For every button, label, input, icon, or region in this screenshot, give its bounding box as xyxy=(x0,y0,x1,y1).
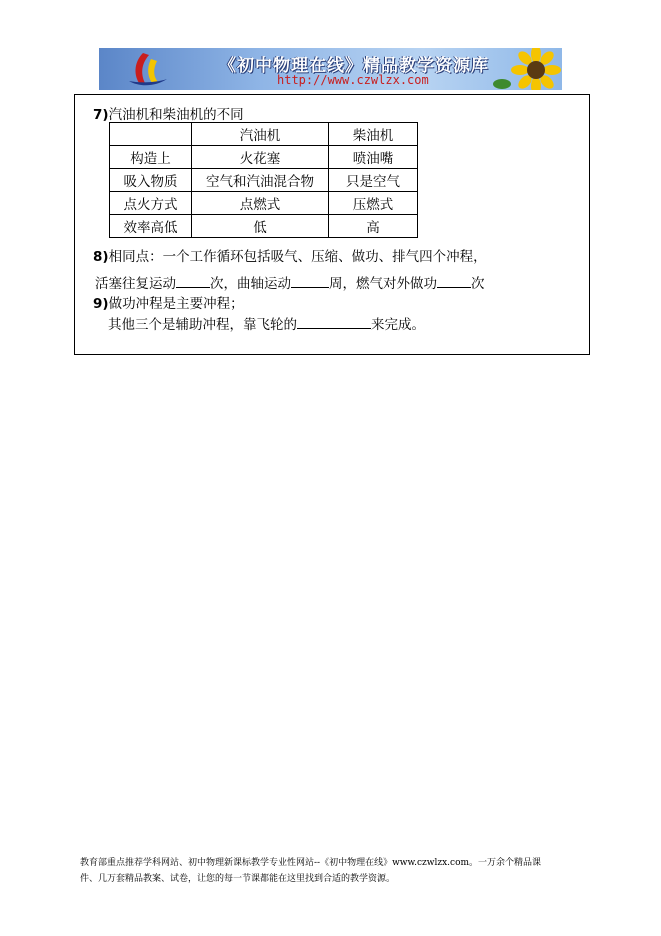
fill-text: 次，曲轴运动 xyxy=(210,276,291,292)
table-row xyxy=(110,192,418,215)
answer-blank xyxy=(297,316,371,329)
page-footer xyxy=(80,855,600,887)
table-cell: 构造上 xyxy=(110,146,192,169)
fill-text: 其他三个是辅助冲程，靠飞轮的 xyxy=(108,317,297,333)
table-row xyxy=(110,215,418,238)
section-8-line-1 xyxy=(93,245,487,265)
table-cell: 汽油机 xyxy=(192,123,329,146)
section-9-line-2 xyxy=(108,313,425,333)
table-cell: 只是空气 xyxy=(329,169,418,192)
answer-blank xyxy=(437,275,471,288)
footer-line: 件、几万套精品教案、试卷，让您的每一节课都能在这里找到合适的教学资源。 xyxy=(80,874,396,884)
banner-url[interactable]: http://www.czwlzx.com xyxy=(277,73,429,87)
answer-blank xyxy=(291,275,329,288)
section-7-heading xyxy=(93,103,244,123)
section-8-line-2 xyxy=(95,272,485,292)
site-logo-icon xyxy=(125,51,169,87)
section-9-line-1 xyxy=(93,292,244,312)
table-cell: 高 xyxy=(329,215,418,238)
table-cell: 点燃式 xyxy=(192,192,329,215)
table-cell: 压燃式 xyxy=(329,192,418,215)
table-cell: 点火方式 xyxy=(110,192,192,215)
table-cell: 柴油机 xyxy=(329,123,418,146)
table-row xyxy=(110,169,418,192)
section-7-number: 7) xyxy=(93,107,109,123)
table-cell: 吸入物质 xyxy=(110,169,192,192)
header-banner xyxy=(99,48,562,90)
section-8-number: 8) xyxy=(93,249,109,265)
table-cell xyxy=(110,123,192,146)
sunflower-icon xyxy=(492,48,562,90)
table-row xyxy=(110,146,418,169)
footer-line: 教育部重点推荐学科网站、初中物理新课标教学专业性网站--《初中物理在线》www.czwlzx.com。一万余个精品课 xyxy=(80,858,542,868)
fill-text: 次 xyxy=(471,276,485,292)
section-9-text: 做功冲程是主要冲程； xyxy=(108,296,244,312)
table-cell: 火花塞 xyxy=(192,146,329,169)
engine-comparison-table xyxy=(109,122,418,238)
table-cell: 低 xyxy=(192,215,329,238)
banner-title: 《初中物理在线》精品教学资源库 xyxy=(219,56,489,76)
section-8-text: 相同点：一个工作循环包括吸气、压缩、做功、排气四个冲程， xyxy=(108,249,487,265)
fill-text: 来完成。 xyxy=(371,317,425,333)
table-cell: 效率高低 xyxy=(110,215,192,238)
answer-blank xyxy=(176,275,210,288)
section-7-title: 汽油机和柴油机的不同 xyxy=(108,107,244,123)
table-cell: 空气和汽油混合物 xyxy=(192,169,329,192)
section-9-number: 9) xyxy=(93,296,109,312)
table-cell: 喷油嘴 xyxy=(329,146,418,169)
fill-text: 活塞往复运动 xyxy=(95,276,176,292)
fill-text: 周，燃气对外做功 xyxy=(329,276,437,292)
table-header-row xyxy=(110,123,418,146)
